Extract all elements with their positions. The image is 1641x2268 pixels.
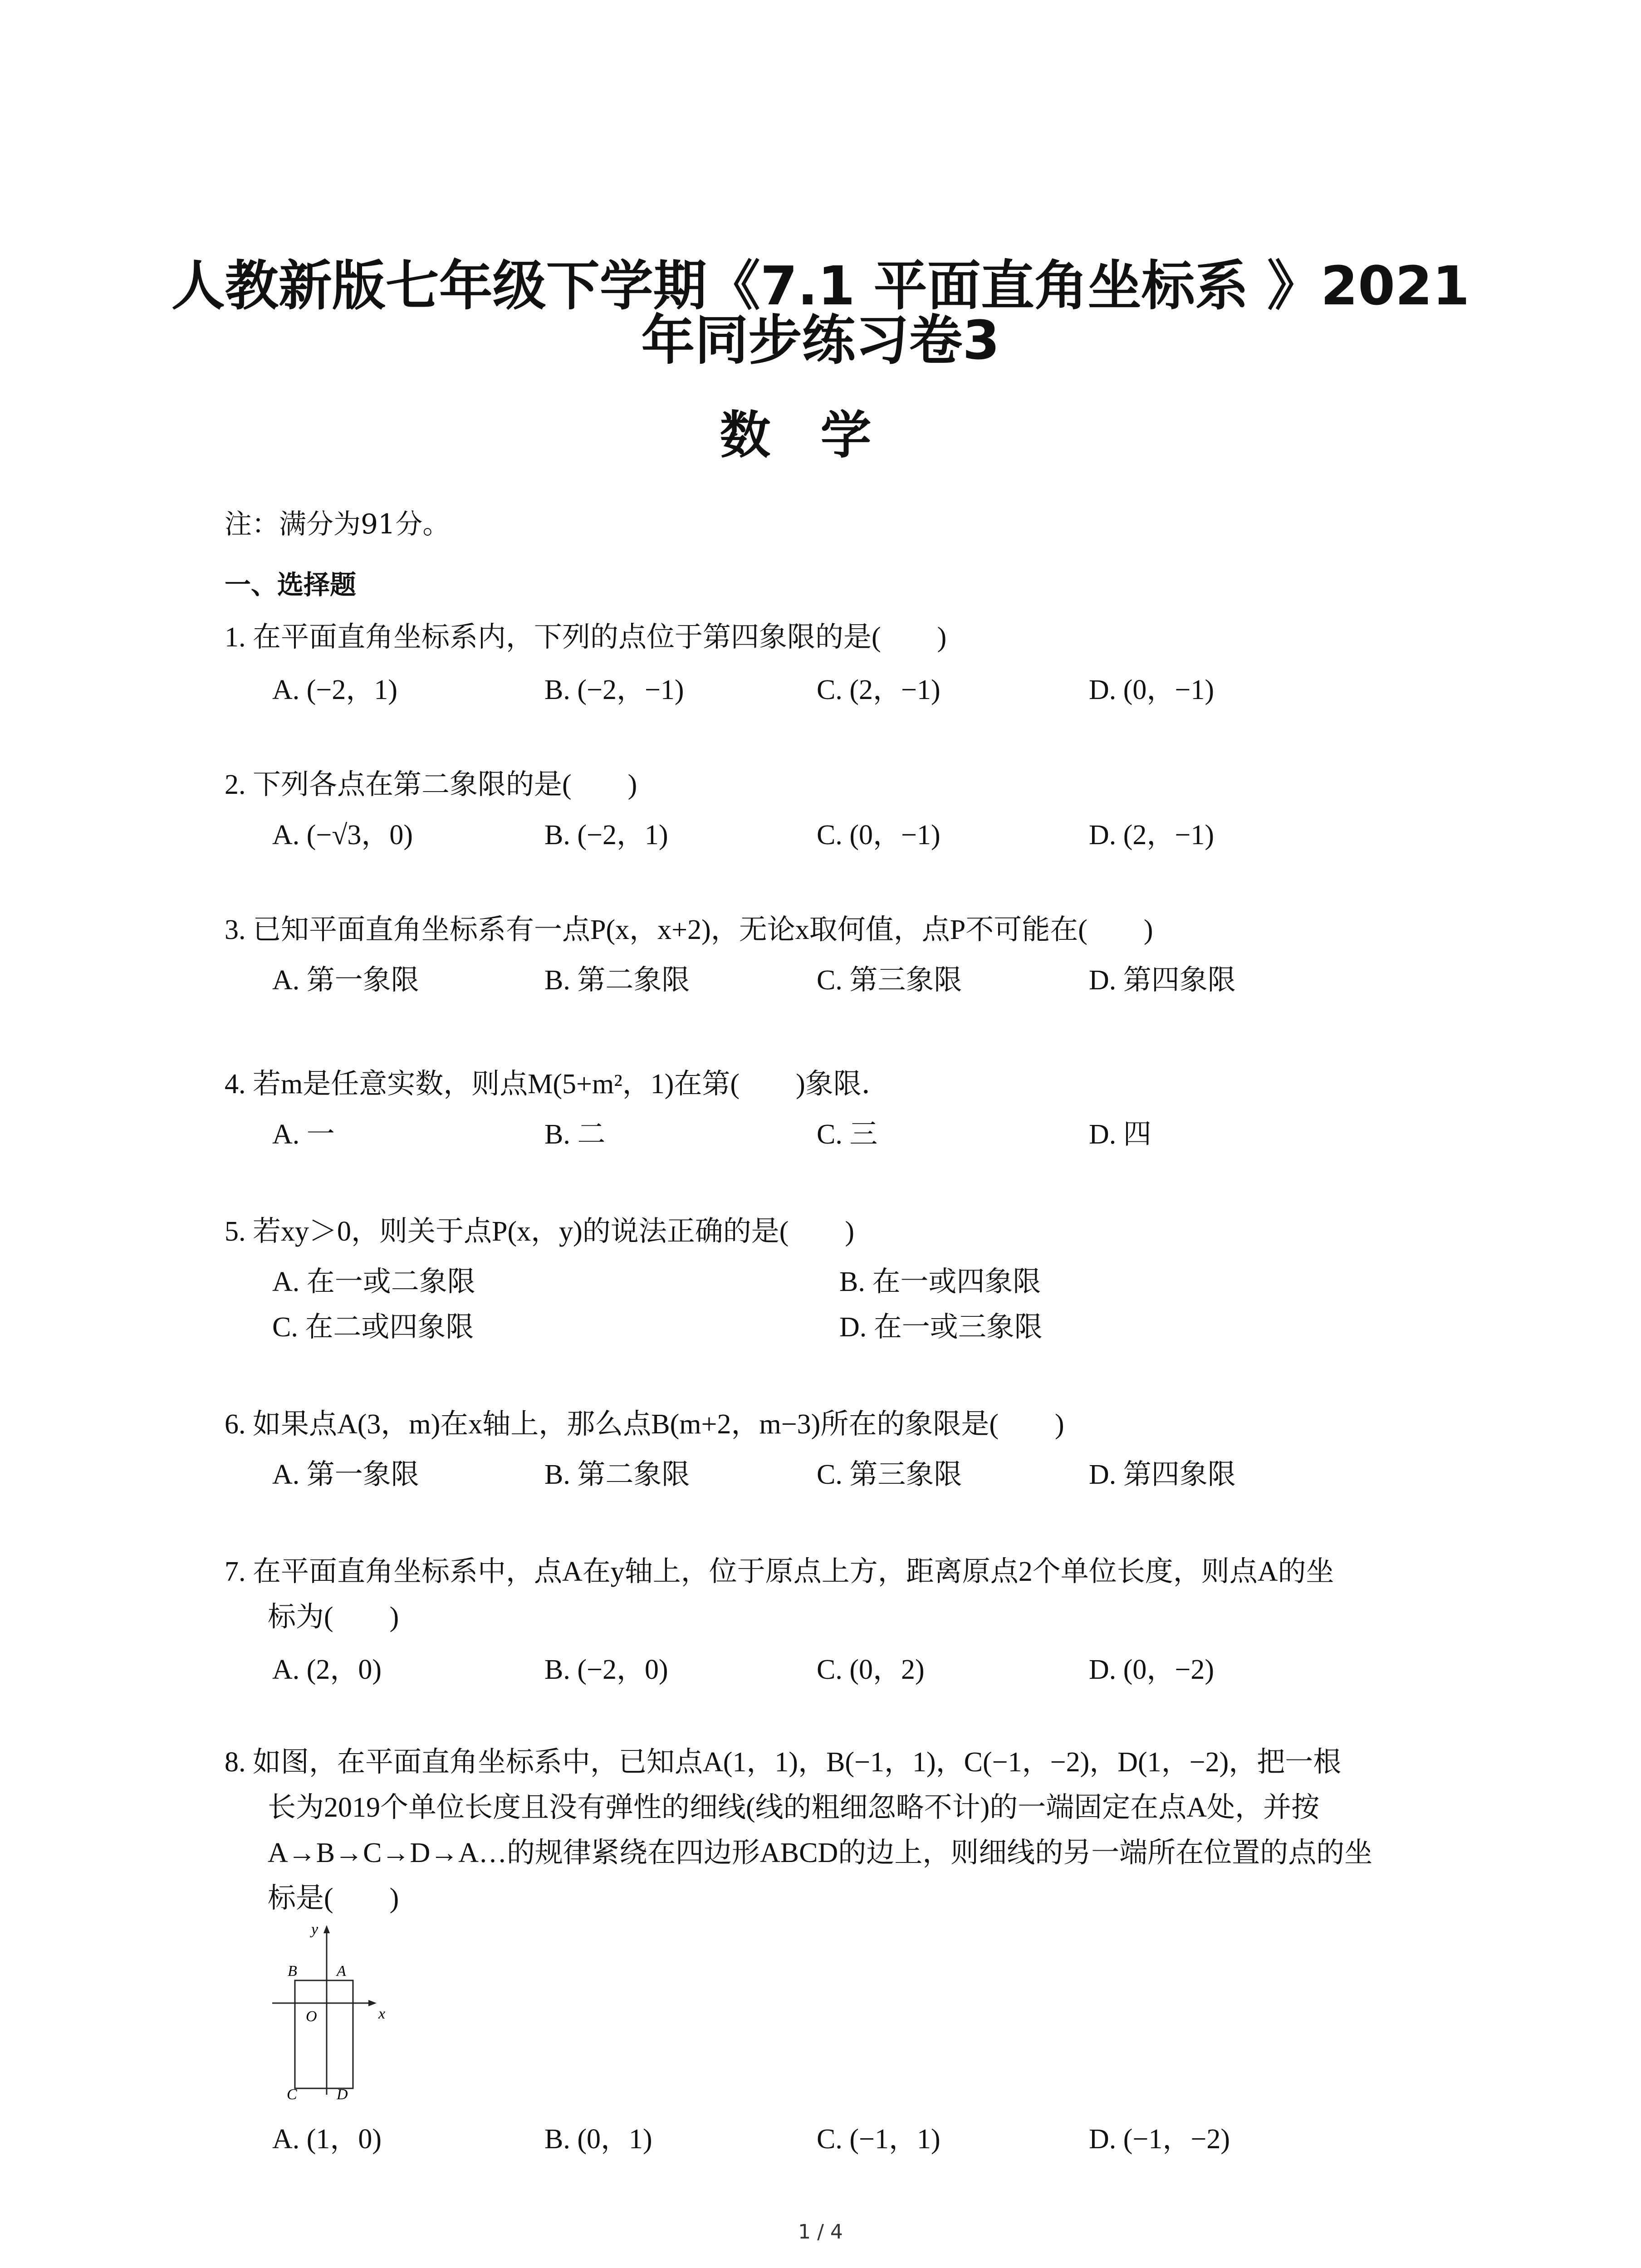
q4-option-a: A. 一 [272,1119,335,1150]
q7-option-d: D. (0，−2) [1089,1654,1215,1685]
q6-option-b: B. 第二象限 [544,1459,690,1490]
label-b: B [288,1963,297,1980]
doc-title-line1: 人教新版七年级下学期《7.1 平面直角坐标系 》2021 [171,254,1470,317]
q2-option-a: A. (−√3，0) [272,820,413,850]
q7-option-b: B. (−2，0) [544,1654,668,1685]
q1-option-a: A. (−2，1) [272,675,398,705]
q5-option-b: B. 在一或四象限 [839,1266,1041,1297]
label-x: x [378,2005,386,2022]
q3-option-d: D. 第四象限 [1089,965,1236,996]
question-5-stem: 5. 若xy＞0，则关于点P(x，y)的说法正确的是( ) [225,1216,855,1247]
y-axis-arrow [323,1925,330,1933]
section-title: 一、选择题 [225,569,357,600]
question-7-stem-line1: 7. 在平面直角坐标系中，点A在y轴上，位于原点上方，距离原点2个单位长度，则点A的坐 [225,1556,1334,1587]
question-4-stem: 4. 若m是任意实数，则点M(5+m²，1)在第( )象限． [225,1069,890,1100]
q1-option-c: C. (2，−1) [817,675,941,705]
page-number: 1 / 4 [798,2220,843,2244]
q8-option-b: B. (0，1) [544,2124,652,2155]
label-d: D [337,2086,348,2100]
doc-title-line2: 年同步练习卷3 [641,309,1000,371]
rectangle-abcd [295,1980,353,2088]
question-2-stem: 2. 下列各点在第二象限的是( ) [225,769,637,800]
coordinate-figure [268,1923,413,2100]
q2-option-c: C. (0，−1) [817,820,941,850]
q7-option-a: A. (2，0) [272,1654,382,1685]
q2-option-b: B. (−2，1) [544,820,668,850]
label-c: C [287,2086,297,2100]
q8-option-d: D. (−1，−2) [1089,2124,1230,2155]
question-8-stem-line1: 8. 如图，在平面直角坐标系中，已知点A(1，1)，B(−1，1)，C(−1，−2)，D(1，−2)，把一根 [225,1747,1342,1778]
q4-option-c: C. 三 [817,1119,878,1150]
doc-note: 注：满分为91分。 [225,508,450,540]
q6-option-a: A. 第一象限 [272,1459,419,1490]
q2-option-d: D. (2，−1) [1089,820,1215,850]
question-3-stem: 3. 已知平面直角坐标系有一点P(x，x+2)，无论x取何值，点P不可能在( ) [225,914,1153,945]
question-8-stem-line2: 长为2019个单位长度且没有弹性的细线(线的粗细忽略不计)的一端固定在点A处，并按 [268,1792,1320,1823]
question-6-stem: 6. 如果点A(3，m)在x轴上，那么点B(m+2，m−3)所在的象限是( ) [225,1409,1064,1440]
q3-option-c: C. 第三象限 [817,965,962,996]
q4-option-b: B. 二 [544,1119,606,1150]
q4-option-d: D. 四 [1089,1119,1151,1150]
q8-option-c: C. (−1，1) [817,2124,941,2155]
q8-option-a: A. (1，0) [272,2124,382,2155]
question-8-stem-line3: A→B→C→D→A…的规律紧绕在四边形ABCD的边上，则细线的另一端所在位置的点的坐 [268,1838,1373,1868]
question-1-stem: 1. 在平面直角坐标系内，下列的点位于第四象限的是( ) [225,622,947,653]
q1-option-b: B. (−2，−1) [544,675,684,705]
x-axis-arrow [368,2000,377,2006]
q3-option-a: A. 第一象限 [272,965,419,996]
q5-option-c: C. 在二或四象限 [272,1312,474,1343]
label-a: A [337,1963,346,1980]
q6-option-d: D. 第四象限 [1089,1459,1236,1490]
q3-option-b: B. 第二象限 [544,965,690,996]
label-y: y [311,1923,318,1938]
q7-option-c: C. (0，2) [817,1654,925,1685]
label-o: O [306,2008,317,2025]
question-8-stem-line4: 标是( ) [268,1883,399,1914]
q1-option-d: D. (0，−1) [1089,675,1215,705]
q6-option-c: C. 第三象限 [817,1459,962,1490]
q5-option-d: D. 在一或三象限 [839,1312,1043,1343]
q5-option-a: A. 在一或二象限 [272,1266,475,1297]
doc-subject: 数学 [720,406,921,465]
question-7-stem-line2: 标为( ) [268,1602,399,1633]
